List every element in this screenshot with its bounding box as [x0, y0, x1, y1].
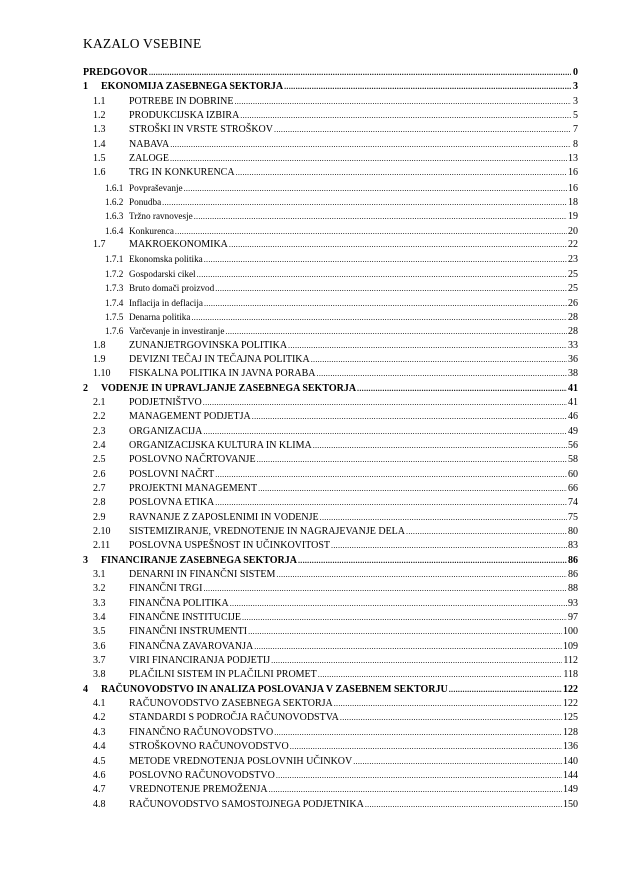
toc-entry-page: 49 — [568, 425, 578, 437]
toc-entry-title: POSLOVNA USPEŠNOST IN UČINKOVITOST — [129, 540, 331, 552]
toc-entry-title: FINANČNA ZAVAROVANJA — [129, 640, 254, 652]
toc-entry-title: POTREBE IN DOBRINE — [129, 95, 234, 107]
toc-dot-leader — [298, 554, 567, 568]
toc-entry[interactable] — [83, 109, 578, 123]
toc-entry-page: 112 — [563, 655, 578, 667]
toc-entry[interactable] — [83, 798, 578, 812]
toc-entry-page: 0 — [573, 67, 578, 78]
toc-entry-number: 1.7.6 — [105, 326, 124, 337]
toc-entry-title: PREDGOVOR — [83, 67, 148, 78]
toc-dot-leader — [449, 683, 562, 697]
toc-entry-title: EKONOMIJA ZASEBNEGA SEKTORJA — [101, 81, 284, 93]
toc-entry[interactable] — [83, 640, 578, 654]
toc-entry-page: 5 — [573, 110, 578, 122]
toc-entry-number: 1.3 — [93, 124, 106, 136]
toc-entry[interactable] — [83, 453, 578, 467]
toc-entry-page: 38 — [568, 368, 578, 380]
toc-entry-title: FINANČNO RAČUNOVODSTVO — [129, 726, 274, 738]
toc-entry-title: ORGANIZACIJSKA KULTURA IN KLIMA — [129, 439, 312, 451]
toc-entry-number: 1.6.4 — [105, 225, 124, 236]
toc-dot-leader — [204, 253, 567, 267]
toc-entry-page: 66 — [568, 482, 578, 494]
toc-dot-leader — [203, 425, 567, 439]
toc-entry-page: 18 — [568, 197, 578, 209]
toc-entry-number: 2 — [83, 382, 88, 394]
toc-entry-page: 25 — [568, 283, 578, 295]
toc-dot-leader — [406, 525, 567, 539]
toc-dot-leader — [276, 769, 562, 783]
toc-entry[interactable] — [83, 238, 578, 252]
toc-dot-leader — [313, 439, 567, 453]
toc-entry-page: 149 — [563, 784, 578, 796]
toc-entry-number: 4.8 — [93, 798, 106, 810]
toc-entry-number: 1.10 — [93, 368, 111, 380]
toc-entry[interactable] — [83, 166, 578, 180]
toc-dot-leader — [191, 311, 567, 325]
toc-dot-leader — [170, 152, 567, 166]
toc-entry-page: 3 — [573, 81, 578, 93]
toc-entry[interactable] — [83, 597, 578, 611]
toc-entry-title: VODENJE IN UPRAVLJANJE ZASEBNEGA SEKTORJA — [101, 382, 357, 394]
toc-entry-page: 22 — [568, 239, 578, 251]
toc-dot-leader — [269, 783, 562, 797]
toc-entry-number: 1 — [83, 81, 88, 93]
toc-entry[interactable] — [83, 95, 578, 109]
toc-entry[interactable] — [83, 195, 578, 209]
toc-entry-page: 36 — [568, 353, 578, 365]
toc-entry-title: FINANCIRANJE ZASEBNEGA SEKTORJA — [101, 554, 297, 566]
toc-entry-page: 136 — [563, 741, 578, 753]
toc-entry-page: 118 — [563, 669, 578, 681]
toc-dot-leader — [284, 80, 571, 94]
toc-entry-number: 3 — [83, 554, 88, 566]
toc-entry-number: 4.1 — [93, 698, 106, 710]
toc-entry-title: PROJEKTNI MANAGEMENT — [129, 482, 258, 494]
toc-entry-title: RAČUNOVODSTVO SAMOSTOJNEGA PODJETNIKA — [129, 798, 364, 810]
toc-entry-page: 83 — [568, 540, 578, 552]
toc-dot-leader — [248, 625, 562, 639]
toc-entry-number: 1.8 — [93, 339, 106, 351]
toc-dot-leader — [149, 66, 571, 80]
toc-dot-leader — [340, 711, 562, 725]
toc-entry-title: MAKROEKONOMIKA — [129, 239, 228, 251]
toc-entry-number: 1.7.3 — [105, 283, 124, 294]
toc-entry-page: 23 — [568, 254, 578, 266]
toc-entry-page: 122 — [563, 698, 578, 710]
toc-entry-page: 150 — [563, 798, 578, 810]
toc-entry-page: 26 — [568, 297, 578, 309]
toc-entry-page: 88 — [568, 583, 578, 595]
toc-dot-leader — [276, 568, 567, 582]
toc-entry[interactable] — [83, 138, 578, 152]
toc-dot-leader — [236, 166, 567, 180]
toc-entry-title: RAČUNOVODSTVO ZASEBNEGA SEKTORJA — [129, 698, 333, 710]
toc-dot-leader — [215, 496, 567, 510]
toc-entry-page: 100 — [563, 626, 578, 638]
toc-entry-number: 2.4 — [93, 439, 106, 451]
toc-entry-number: 3.5 — [93, 626, 106, 638]
toc-dot-leader — [215, 282, 567, 296]
toc-entry-title: VIRI FINANCIRANJA PODJETIJ — [129, 655, 271, 667]
toc-entry-number: 1.6.1 — [105, 182, 124, 193]
toc-dot-leader — [311, 353, 567, 367]
toc-entry[interactable] — [83, 554, 578, 568]
toc-entry-page: 74 — [568, 497, 578, 509]
toc-entry-number: 2.6 — [93, 468, 106, 480]
toc-entry-title: Inflacija in deflacija — [129, 297, 203, 308]
toc-entry-number: 4 — [83, 683, 88, 695]
toc-entry-page: 60 — [568, 468, 578, 480]
toc-dot-leader — [197, 268, 567, 282]
toc-entry[interactable] — [83, 66, 578, 80]
toc-dot-leader — [274, 123, 571, 137]
toc-entry[interactable] — [83, 654, 578, 668]
toc-entry-number: 1.7 — [93, 239, 106, 251]
toc-dot-leader — [215, 468, 567, 482]
toc-entry-page: 28 — [568, 311, 578, 323]
table-of-contents — [83, 66, 578, 812]
toc-dot-leader — [240, 109, 571, 123]
toc-entry[interactable] — [83, 425, 578, 439]
toc-entry-title: POSLOVNO NAČRTOVANJE — [129, 454, 256, 466]
toc-entry[interactable] — [83, 740, 578, 754]
toc-dot-leader — [194, 210, 567, 224]
toc-entry-page: 58 — [568, 454, 578, 466]
toc-dot-leader — [317, 367, 567, 381]
toc-dot-leader — [175, 225, 567, 239]
toc-dot-leader — [252, 410, 567, 424]
toc-entry[interactable] — [83, 367, 578, 381]
toc-dot-leader — [184, 182, 567, 196]
toc-entry-page: 75 — [568, 511, 578, 523]
toc-entry-page: 128 — [563, 726, 578, 738]
toc-dot-leader — [353, 755, 562, 769]
toc-entry-number: 1.6 — [93, 167, 106, 179]
toc-entry-page: 41 — [568, 382, 578, 394]
toc-entry-page: 20 — [568, 225, 578, 237]
toc-entry-number: 1.9 — [93, 353, 106, 365]
toc-entry[interactable] — [83, 539, 578, 553]
toc-entry-title: Denarna politika — [129, 311, 191, 322]
toc-entry-number: 3.1 — [93, 569, 106, 581]
toc-entry-title: PODJETNIŠTVO — [129, 396, 202, 408]
toc-entry[interactable] — [83, 296, 578, 310]
toc-entry[interactable] — [83, 410, 578, 424]
toc-entry-page: 19 — [568, 211, 578, 223]
toc-dot-leader — [203, 396, 567, 410]
toc-entry-number: 2.11 — [93, 540, 111, 552]
toc-entry-title: Ponudba — [129, 197, 162, 208]
toc-entry[interactable] — [83, 525, 578, 539]
toc-entry[interactable] — [83, 683, 578, 697]
toc-dot-leader — [258, 482, 567, 496]
toc-entry-title: RAVNANJE Z ZAPOSLENIMI IN VODENJE — [129, 511, 319, 523]
toc-entry-page: 86 — [568, 569, 578, 581]
toc-entry-title: POSLOVNO RAČUNOVODSTVO — [129, 769, 275, 781]
toc-entry-number: 4.7 — [93, 784, 106, 796]
toc-entry-title: TRG IN KONKURENCA — [129, 167, 235, 179]
toc-entry[interactable] — [83, 439, 578, 453]
toc-entry-title: Bruto domači proizvod — [129, 283, 215, 294]
toc-dot-leader — [170, 138, 571, 152]
toc-dot-leader — [162, 196, 567, 210]
toc-entry-page: 25 — [568, 268, 578, 280]
toc-entry-page: 122 — [563, 683, 578, 695]
toc-entry-title: STROŠKI IN VRSTE STROŠKOV — [129, 124, 274, 136]
toc-entry-page: 93 — [568, 597, 578, 609]
toc-entry-number: 3.6 — [93, 640, 106, 652]
toc-entry-title: FISKALNA POLITIKA IN JAVNA PORABA — [129, 368, 316, 380]
toc-entry[interactable] — [83, 267, 578, 281]
toc-entry[interactable] — [83, 511, 578, 525]
toc-dot-leader — [225, 325, 567, 339]
toc-entry[interactable] — [83, 224, 578, 238]
toc-entry[interactable] — [83, 697, 578, 711]
toc-entry-number: 1.7.2 — [105, 268, 124, 279]
toc-entry-number: 1.6.3 — [105, 211, 124, 222]
toc-entry-title: Varčevanje in investiranje — [129, 326, 225, 337]
toc-entry-title: RAČUNOVODSTVO IN ANALIZA POSLOVANJA V ZASEBNEM SEKTORJU — [101, 683, 448, 695]
toc-entry-number: 4.2 — [93, 712, 106, 724]
toc-entry-page: 46 — [568, 411, 578, 423]
toc-entry-title: STANDARDI S PODROČJA RAČUNOVODSTVA — [129, 712, 339, 724]
toc-entry[interactable] — [83, 324, 578, 338]
page-title: KAZALO VSEBINE — [83, 36, 202, 51]
toc-entry-number: 3.4 — [93, 612, 106, 624]
toc-entry[interactable] — [83, 310, 578, 324]
toc-entry[interactable] — [83, 339, 578, 353]
toc-entry[interactable] — [83, 209, 578, 223]
toc-dot-leader — [229, 238, 567, 252]
toc-entry[interactable] — [83, 396, 578, 410]
toc-entry-number: 4.4 — [93, 741, 106, 753]
toc-entry-page: 97 — [568, 612, 578, 624]
toc-entry-page: 33 — [568, 339, 578, 351]
toc-entry-title: Gospodarski cikel — [129, 268, 196, 279]
toc-entry-page: 8 — [573, 138, 578, 150]
toc-entry[interactable] — [83, 80, 578, 94]
toc-entry-number: 1.5 — [93, 153, 106, 165]
toc-entry-title: FINANČNI TRGI — [129, 583, 203, 595]
toc-entry-number: 1.7.5 — [105, 311, 124, 322]
toc-entry-number: 2.3 — [93, 425, 106, 437]
toc-entry[interactable] — [83, 755, 578, 769]
toc-entry[interactable] — [83, 123, 578, 137]
toc-entry[interactable] — [83, 382, 578, 396]
toc-entry-number: 2.9 — [93, 511, 106, 523]
toc-dot-leader — [271, 654, 562, 668]
toc-entry-number: 1.7.1 — [105, 254, 124, 265]
toc-entry-number: 3.7 — [93, 655, 106, 667]
toc-entry-number: 2.10 — [93, 526, 111, 537]
toc-dot-leader — [203, 582, 567, 596]
toc-entry-title: DENARNI IN FINANČNI SISTEM — [129, 569, 276, 581]
toc-entry-number: 3.2 — [93, 583, 106, 595]
toc-entry-number: 4.5 — [93, 755, 106, 767]
toc-entry-number: 4.6 — [93, 769, 106, 781]
toc-entry[interactable] — [83, 496, 578, 510]
toc-dot-leader — [204, 297, 567, 311]
toc-entry-title: Povpraševanje — [129, 182, 183, 193]
toc-entry[interactable] — [83, 711, 578, 725]
toc-dot-leader — [331, 539, 567, 553]
toc-entry-number: 3.8 — [93, 669, 106, 681]
toc-dot-leader — [290, 740, 562, 754]
toc-entry-number: 2.8 — [93, 497, 106, 509]
toc-entry-title: SISTEMIZIRANJE, VREDNOTENJE IN NAGRAJEVANJE DELA — [129, 526, 406, 537]
toc-dot-leader — [320, 511, 567, 525]
toc-entry-page: 7 — [573, 124, 578, 136]
toc-entry-page: 16 — [568, 182, 578, 194]
toc-dot-leader — [234, 95, 571, 109]
toc-entry-page: 3 — [573, 95, 578, 107]
toc-entry-number: 2.1 — [93, 396, 106, 408]
toc-entry[interactable] — [83, 783, 578, 797]
toc-entry-page: 13 — [568, 153, 578, 165]
toc-dot-leader — [257, 453, 567, 467]
toc-entry[interactable] — [83, 482, 578, 496]
toc-entry[interactable] — [83, 769, 578, 783]
toc-entry-title: DEVIZNI TEČAJ IN TEČAJNA POLITIKA — [129, 353, 310, 365]
toc-entry-number: 1.1 — [93, 95, 106, 107]
toc-entry-title: POSLOVNA ETIKA — [129, 497, 215, 509]
toc-entry-title: NABAVA — [129, 138, 170, 150]
toc-entry-title: PLAČILNI SISTEM IN PLAČILNI PROMET — [129, 669, 317, 681]
toc-entry-number: 3.3 — [93, 597, 106, 609]
toc-entry-title: ORGANIZACIJA — [129, 425, 203, 437]
toc-entry-page: 56 — [568, 439, 578, 451]
toc-entry-number: 2.7 — [93, 482, 106, 494]
toc-entry-number: 2.5 — [93, 454, 106, 466]
toc-entry-title: Ekonomska politika — [129, 254, 203, 265]
toc-entry[interactable] — [83, 181, 578, 195]
toc-entry[interactable] — [83, 252, 578, 266]
toc-entry-page: 16 — [568, 167, 578, 179]
toc-dot-leader — [334, 697, 562, 711]
toc-dot-leader — [365, 798, 562, 812]
toc-entry[interactable] — [83, 625, 578, 639]
toc-entry-number: 1.2 — [93, 110, 106, 122]
toc-dot-leader — [230, 597, 567, 611]
toc-entry-page: 28 — [568, 326, 578, 338]
toc-entry-title: MANAGEMENT PODJETJA — [129, 411, 251, 423]
toc-entry-number: 2.2 — [93, 411, 106, 423]
toc-entry-page: 140 — [563, 755, 578, 767]
toc-entry-title: Tržno ravnovesje — [129, 211, 193, 222]
toc-entry-title: FINANČNE INSTITUCIJE — [129, 612, 241, 624]
toc-dot-leader — [357, 382, 567, 396]
toc-entry-number: 1.4 — [93, 138, 106, 150]
toc-dot-leader — [318, 668, 563, 682]
toc-entry-title: VREDNOTENJE PREMOŽENJA — [129, 784, 268, 796]
toc-entry-title: FINANČNA POLITIKA — [129, 597, 229, 609]
toc-entry-title: ZALOGE — [129, 153, 169, 165]
toc-entry-title: METODE VREDNOTENJA POSLOVNIH UČINKOV — [129, 755, 353, 767]
toc-entry-number: 1.6.2 — [105, 197, 124, 208]
toc-entry-title: ZUNANJETRGOVINSKA POLITIKA — [129, 339, 288, 351]
toc-entry[interactable] — [83, 611, 578, 625]
toc-entry-page: 80 — [568, 526, 578, 537]
toc-entry[interactable] — [83, 281, 578, 295]
toc-entry-page: 144 — [563, 769, 578, 781]
toc-entry[interactable] — [83, 568, 578, 582]
toc-entry-page: 109 — [563, 640, 578, 652]
toc-entry-page: 125 — [563, 712, 578, 724]
toc-entry-title: PRODUKCIJSKA IZBIRA — [129, 110, 240, 122]
toc-entry[interactable] — [83, 152, 578, 166]
toc-entry-page: 86 — [568, 554, 578, 566]
toc-entry[interactable] — [83, 353, 578, 367]
toc-entry-title: POSLOVNI NAČRT — [129, 468, 215, 480]
toc-entry-number: 1.7.4 — [105, 297, 124, 308]
toc-dot-leader — [242, 611, 567, 625]
toc-entry-page: 41 — [568, 396, 578, 408]
toc-entry[interactable] — [83, 468, 578, 482]
toc-entry-title: FINANČNI INSTRUMENTI — [129, 626, 248, 638]
toc-dot-leader — [274, 726, 562, 740]
toc-dot-leader — [288, 339, 567, 353]
toc-entry[interactable] — [83, 726, 578, 740]
toc-entry[interactable] — [83, 582, 578, 596]
toc-entry-number: 4.3 — [93, 726, 106, 738]
toc-entry[interactable] — [83, 668, 578, 682]
toc-entry-title: Konkurenca — [129, 225, 174, 236]
toc-entry-title: STROŠKOVNO RAČUNOVODSTVO — [129, 741, 289, 753]
toc-dot-leader — [254, 640, 562, 654]
